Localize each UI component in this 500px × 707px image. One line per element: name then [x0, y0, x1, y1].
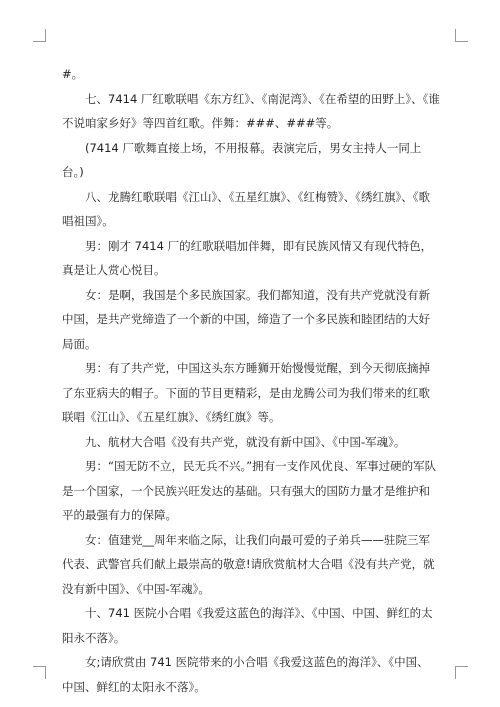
stage-direction: (7414 厂歌舞直接上场，不用报幕。表演完后，男女主持人一同上台。) [62, 140, 422, 179]
host-line-male: 男：刚才 7414 厂的红歌联唱加伴舞，即有民族风情又有现代特色，真是让人赏心悦目。 [62, 238, 433, 277]
host-line-female: 女：值建党__周年来临之际，让我们向最可爱的子弟兵——驻院三军代表、武警官兵们献上最崇高的敬意!请欣赏航材大合唱《没有共产党，就没有新中国》、《中国-军魂》。 [62, 532, 435, 596]
document-body [62, 62, 440, 699]
host-line-female: 女;请欣赏由 741 医院带来的小合唱《我爱这蓝色的海洋》、《中国、中国、鲜红的太阳永不落》。 [62, 655, 429, 694]
program-item-7: 七、7414 厂红歌联唱《东方红》、《南泥湾》、《在希望的田野上》、《谁不说咱家乡好》等四首红歌。伴舞：###、###等。 [62, 91, 440, 130]
crop-mark-bottom-right [455, 666, 468, 679]
program-item-8: 八、龙腾红歌联唱《江山》、《五星红旗》、《红梅赞》、《绣红旗》、《歌唱祖国》。 [62, 189, 430, 228]
crop-mark-top-right [455, 29, 468, 42]
crop-mark-bottom-left [33, 666, 46, 679]
program-item-10: 十、741 医院小合唱《我爱这蓝色的海洋》、《中国、中国、鲜红的太阳永不落》。 [62, 606, 433, 645]
program-item-9: 九、航材大合唱《没有共产党，就没有新中国》、《中国-军魂》。 [85, 434, 406, 449]
crop-mark-top-left [33, 29, 46, 42]
host-line-female: 女：是啊，我国是个多民族国家。我们都知道，没有共产党就没有新中国，是共产党缔造了一个新的中国，缔造了一个多民族和睦团结的大好局面。 [62, 287, 430, 351]
host-line-male: 男：有了共产党，中国这头东方睡狮开始慢慢觉醒，到今天彻底摘掉了东亚病夫的帽子。下面的节目更精彩，是由龙腾公司为我们带来的红歌联唱《江山》、《五星红旗》、《绣红旗》等。 [62, 361, 430, 424]
host-line-male: 男：“国无防不立，民无兵不兴。”拥有一支作风优良、军事过硬的军队是一个国家，一个民族兴旺发达的基础。只有强大的国防力量才是维护和平的最强有力的保障。 [62, 459, 437, 522]
paragraph-continuation: #。 [62, 67, 84, 81]
